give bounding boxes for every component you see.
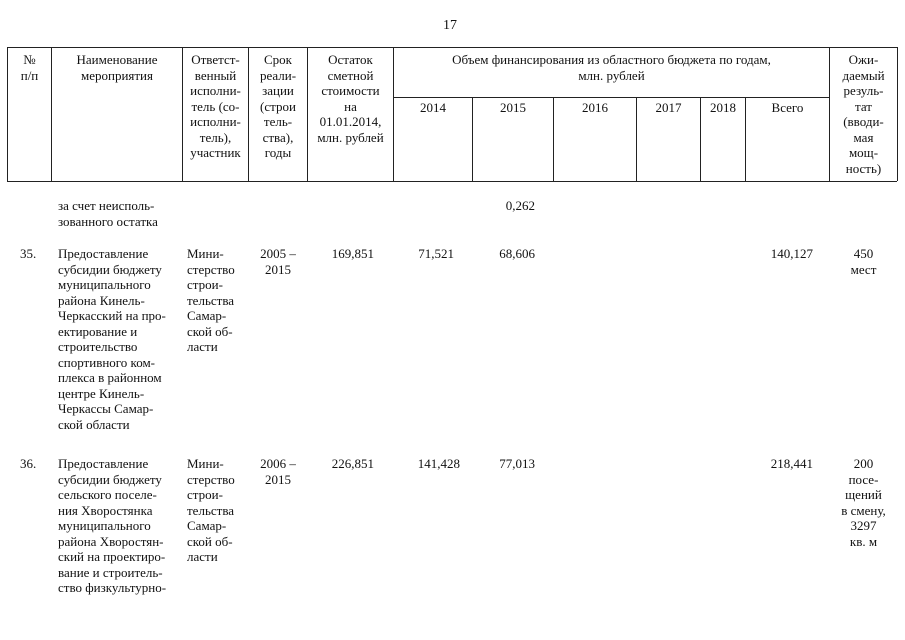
row-total: 140,127 (770, 246, 813, 261)
page-number: 17 (443, 18, 457, 33)
row-y2014: 71,521 (418, 246, 454, 261)
header-num: № п/п (20, 52, 39, 83)
header-remainder: Остаток сметной стоимости на 01.01.2014, млн. рублей (317, 52, 384, 145)
row-term: 2006 – 2015 (260, 456, 296, 487)
row-total: 218,441 (770, 456, 813, 471)
row-result: 200 посе- щений в смену, 3297 кв. м (841, 456, 886, 549)
header-year-2014: 2014 (420, 100, 446, 115)
row-executor: Мини- стерство строи- тельства Самар- ской об- ласти (187, 246, 235, 354)
header-year-2015: 2015 (500, 100, 526, 115)
row-y2015: 77,013 (499, 456, 535, 471)
row-remainder: 226,851 (331, 456, 374, 471)
header-result: Ожи- даемый резуль- тат (вводи- мая мощ- ность) (842, 52, 885, 176)
row-name: Предоставление субсидии бюджету муниципального района Кинель- Черкасский на про- ектирование и строительство спортивного ком- плекса в районном центре Кинель- Черкассы Самар- ской области (58, 246, 166, 432)
row-remainder: 169,851 (331, 246, 374, 261)
row-name: за счет неисполь- зованного остатка (58, 198, 158, 229)
header-financing: Объем финансирования из областного бюджета по годам, млн. рублей (452, 52, 771, 83)
row-y2015: 0,262 (505, 198, 535, 213)
header-year-total: Всего (771, 100, 804, 115)
row-result: 450 мест (850, 246, 877, 277)
header-year-2018: 2018 (710, 100, 736, 115)
row-num: 36. (20, 456, 37, 471)
header-executor: Ответст- венный исполни- тель (со- исполни- тель), участник (190, 52, 241, 160)
row-name: Предоставление субсидии бюджету сельского поселе- ния Хворостянка муниципального района Хворостян- ский на проектиро- вание и строитель- ство физкультурно- (58, 456, 167, 595)
row-num: 35. (20, 246, 37, 261)
row-y2015: 68,606 (499, 246, 535, 261)
row-term: 2005 – 2015 (260, 246, 296, 277)
header-year-2017: 2017 (655, 100, 682, 115)
header-name: Наименование мероприятия (76, 52, 158, 83)
row-y2014: 141,428 (417, 456, 460, 471)
header-year-2016: 2016 (582, 100, 608, 115)
row-executor: Мини- стерство строи- тельства Самар- ской об- ласти (187, 456, 235, 564)
header-term: Срок реали- зации (строи тель- ства), годы (259, 52, 297, 160)
